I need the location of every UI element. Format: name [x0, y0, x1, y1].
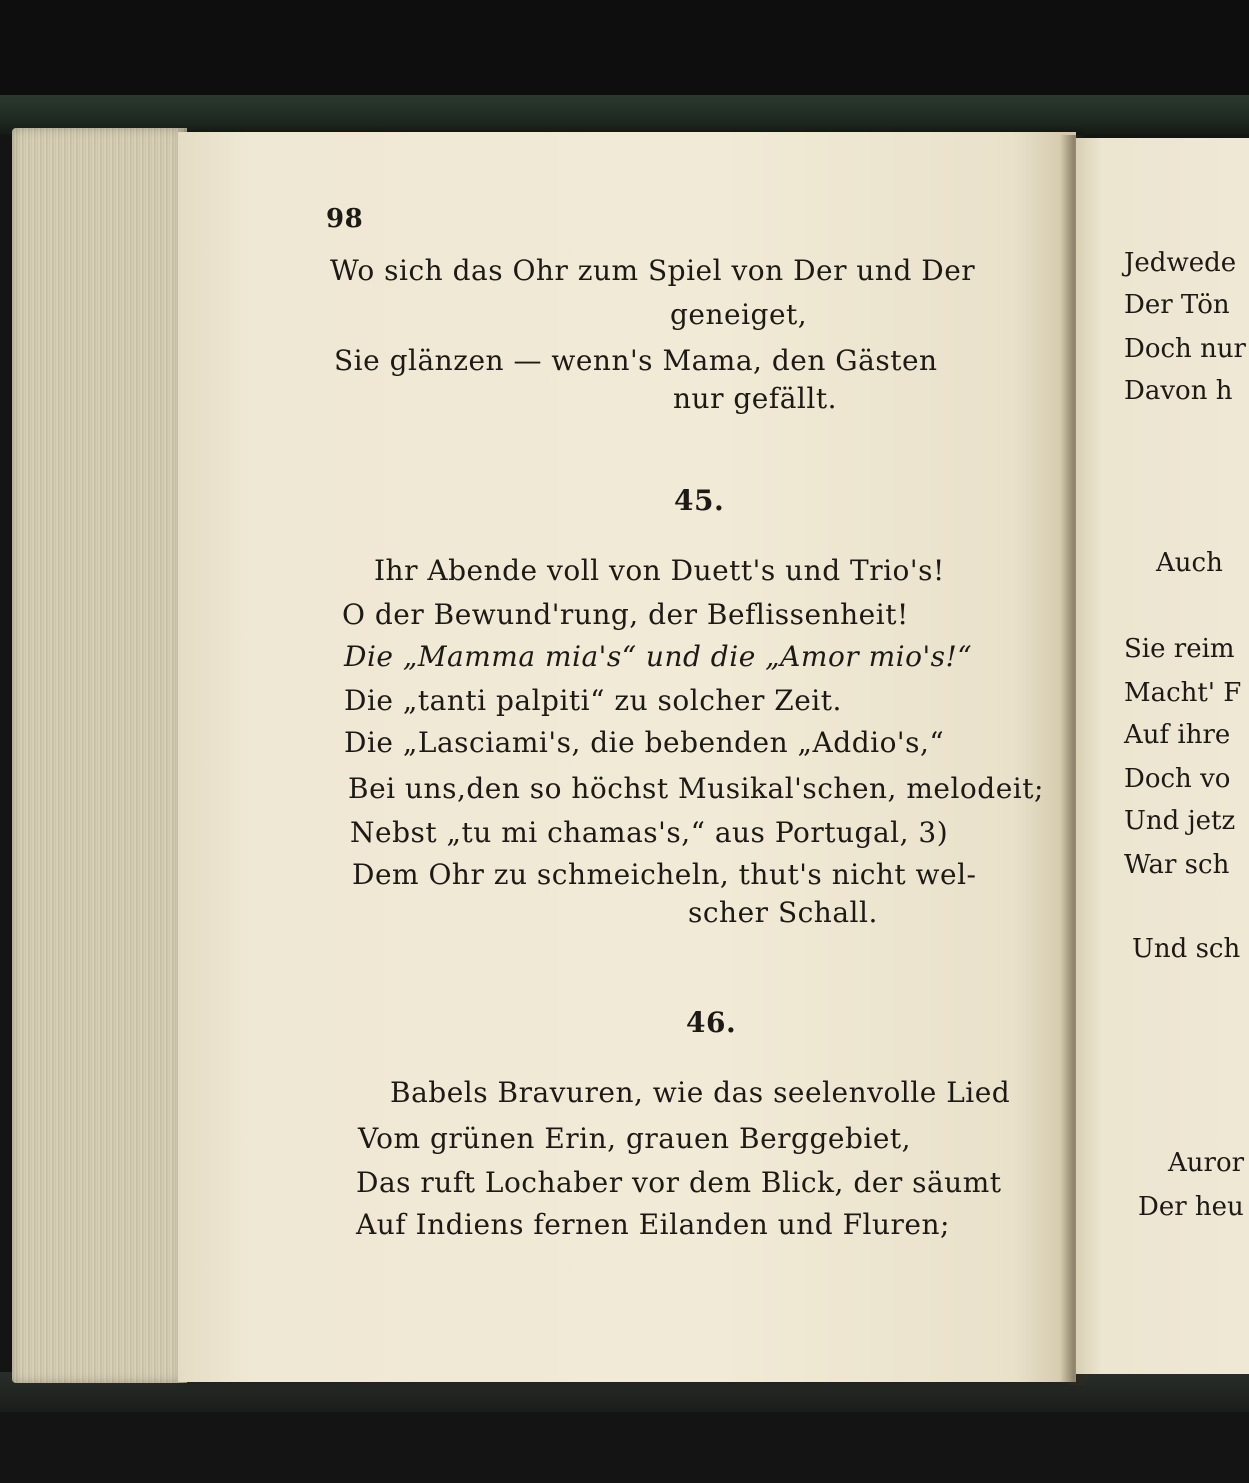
text-line: Doch vo [1124, 764, 1231, 794]
text-line: Macht' F [1124, 678, 1242, 708]
text-line: Nebst „tu mi chamas's,“ aus Portugal, 3) [350, 816, 949, 849]
text-line: scher Schall. [688, 896, 878, 929]
page-edges [12, 128, 187, 1383]
text-line: Die „tanti palpiti“ zu solcher Zeit. [344, 684, 842, 717]
text-line: Das ruft Lochaber vor dem Blick, der säumt [356, 1166, 1002, 1199]
text-line: Sie reim [1124, 634, 1235, 664]
text-line: Auf Indiens fernen Eilanden und Fluren; [356, 1208, 950, 1241]
book-cover-top [0, 95, 1249, 135]
text-line: Auch [1156, 548, 1223, 578]
right-page [1076, 138, 1249, 1374]
text-line: Der heu [1138, 1192, 1244, 1222]
text-line: Wo sich das Ohr zum Spiel von Der und Der [330, 254, 976, 287]
text-line: Vom grünen Erin, grauen Berggebiet, [358, 1122, 912, 1155]
text-line: War sch [1124, 850, 1230, 880]
backdrop [0, 0, 1249, 110]
text-line: O der Bewund'rung, der Beflissenheit! [342, 598, 909, 631]
text-line: Dem Ohr zu schmeicheln, thut's nicht wel- [352, 858, 977, 891]
text-line: geneiget, [670, 298, 808, 331]
text-line: Jedwede [1124, 248, 1237, 278]
left-page [178, 132, 1076, 1382]
text-line: nur gefällt. [673, 382, 837, 415]
text-line: Ihr Abende voll von Duett's und Trio's! [374, 554, 945, 587]
text-line: Auror [1168, 1148, 1245, 1178]
text-line: Davon h [1124, 376, 1233, 406]
text-line: Und sch [1132, 934, 1241, 964]
stanza-number: 46. [686, 1006, 737, 1039]
text-line: Auf ihre [1124, 720, 1231, 750]
stanza-number: 45. [674, 484, 725, 517]
text-line: Doch nur [1124, 334, 1246, 364]
text-line: Babels Bravuren, wie das seelenvolle Lied [390, 1076, 1011, 1109]
text-line: Sie glänzen — wenn's Mama, den Gästen [334, 344, 938, 377]
text-line: Der Tön [1124, 290, 1230, 320]
text-line: Die „Lasciami's, die bebenden „Addio's,“ [344, 726, 945, 759]
page-number: 98 [326, 204, 364, 234]
text-line: Bei uns,den so höchst Musikal'schen, melodeit; [348, 772, 1044, 805]
text-line: Und jetz [1124, 806, 1236, 836]
text-line: Die „Mamma mia's“ und die „Amor mio's!“ [344, 640, 973, 673]
